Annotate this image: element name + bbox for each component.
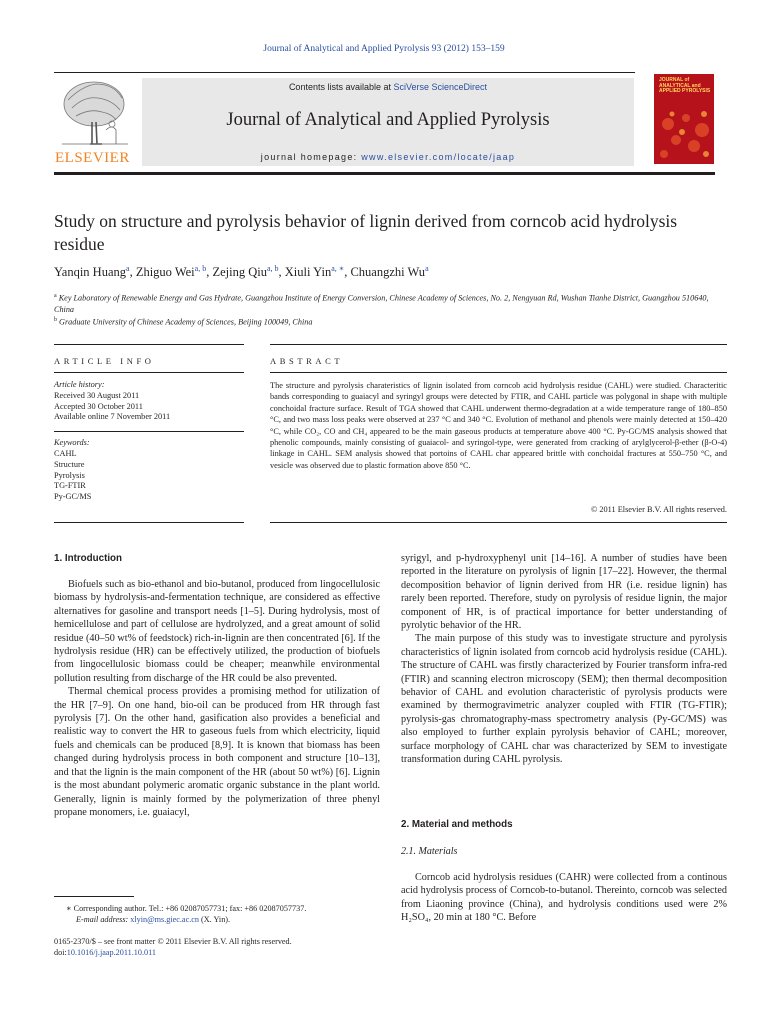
abstract-text: The structure and pyrolysis charateristics of lignin isolated from corncob acid hydrolysis residue (CAHL) were studied. Characteritic bands corresponding to guaiacyl and syringyl groups were detected by FTIR, and CAHL particle was polygonal in shape with multiple conchoidal fracture surface. Result of TGA showed that CAHL underwent thermo-degradation at a wide temperature range of 180–850 °C, and two mass loss peaks were observed at 237 °C and 340 °C. Evolution of methanol and phenols were mainly detected at 150–420 °C, while CO₂, CO and CH₄ appeared to be the main gaseous products at temperature above 400 °C. Py-GC/MS analysis showed that phenolic compounds, mainly consisting of guaiacol- and syringol-type, were generated from cracking of arylglycerol-β-ether (β-O-4) linkage in CAHL. SEM analysis showed that portoins of CAHL char appeared brittle with conchoidal fractures at 550–750 °C, and vesicle was observed due to plastic formation above 850 °C. bbox=[270, 381, 727, 470]
abstract-rule-top bbox=[270, 344, 727, 345]
materials-paragraph: Corncob acid hydrolysis residues (CAHR) were collected from a continous acid hydrolysis process of Corncob-to-butanol. Thereinto, corncob was selected from Liaoning province (China), and hydrolysis conditions used were 2% H₂SO₄, 20 min at 180 °C. Before bbox=[401, 872, 727, 924]
homepage-url-link[interactable]: www.elsevier.com/locate/jaap bbox=[361, 152, 516, 162]
header-bottom-rule bbox=[54, 172, 715, 175]
issn-line: 0165-2370/$ – see front matter © 2011 Elsevier B.V. All rights reserved. bbox=[54, 937, 292, 946]
sciverse-link[interactable]: SciVerse ScienceDirect bbox=[393, 82, 488, 92]
homepage-prefix: journal homepage: bbox=[260, 152, 362, 162]
tree-logo-icon bbox=[54, 78, 136, 150]
materials-text bbox=[401, 871, 727, 925]
contents-prefix: Contents lists available at bbox=[288, 82, 394, 92]
intro-paragraph: Biofuels such as bio-ethanol and bio-butanol, produced from lingocellulosic biomass by hydrolysis-and-fermentation technique, are considered as effective alternatives for gasoline and transport needs [1–5]. During hydrolysis, most of hemicellulose and part of cellulose are hydrolyzed, and a great amount of solid residue (40–50 wt% of feedstock) rich-in-lignin are then concentrated [6]. If the hydrolysis residue (HR) can be effectively utilized, the production of biofuels from lingocellulosic biomass could be cheaper; meanwhile environmental pollution resulting from discharge of the HR could be also prevented. bbox=[54, 579, 380, 684]
keyword-item: Structure bbox=[54, 459, 85, 469]
info-rule-mid bbox=[54, 372, 244, 373]
publisher-wordmark: ELSEVIER bbox=[55, 150, 130, 166]
info-rule-bottom bbox=[54, 522, 244, 523]
author-affiliation-mark[interactable]: a, b bbox=[266, 263, 279, 273]
email-label: E-mail address: bbox=[76, 915, 131, 924]
keyword-item: CAHL bbox=[54, 448, 77, 458]
article-info-block bbox=[54, 380, 244, 503]
affiliation-mark: b bbox=[54, 316, 57, 323]
intro-paragraph: The main purpose of this study was to investigate structure and pyrolysis characteristics of lignin isolated from corncob acid hydrolysis residue (CAHL). The structure of CAHL was firstly characterized by Fourier transform infra-red (FTIR) and scanning electron microscopy (SEM); then thermal decomposition behavior of CAHL and evolution characteristic of pyrolysis products were examined by thermogravimetric analyzer coupled with FTIR (TG-FTIR); pyrolysis-gas chromatography-mass spectrometry analysis (Py-GC/MS) was also employed to further explain pyrolysis behavior of CAHL; moreover, surface morphology of CAHL char was characterized by SEM to investigate transformation during CAHL pyrolysis. bbox=[401, 633, 727, 766]
info-rule-top bbox=[54, 344, 244, 345]
keyword-item: Pyrolysis bbox=[54, 470, 85, 480]
abstract-copyright: © 2011 Elsevier B.V. All rights reserved. bbox=[590, 505, 727, 514]
affiliation-mark: a bbox=[54, 293, 57, 299]
affiliation-text: Key Laboratory of Renewable Energy and Gas Hydrate, Guangzhou Institute of Energy Conversion, Chinese Academy of Sciences, No. 2, Nengyuan Rd, Wushan Tianhe District, Guangzhou 510640, China bbox=[54, 293, 709, 314]
affiliation-item bbox=[54, 315, 726, 328]
cover-pattern-icon bbox=[654, 74, 714, 164]
history-item: Available online 7 November 2011 bbox=[54, 412, 171, 422]
author-name[interactable]: Zhiguo Wei bbox=[135, 265, 195, 279]
author-affiliation-mark[interactable]: a bbox=[126, 263, 130, 273]
author-affiliation-mark[interactable]: a bbox=[425, 263, 429, 273]
right-column-text bbox=[401, 552, 727, 767]
intro-paragraph-cont: syrigyl, and p-hydroxyphenyl unit [14–16]. A number of studies have been reported in the literature on pyrolysis of lignin [17–22]. However, the thermal decomposition behavior of lignin derived from HR (i.e. residue lignin) has rarely been reported. Therefore, study on pyrolysis of residue lignin, the major component of HR, is of practical importance for better understanding of pyrolytic behavior of the HR. bbox=[401, 553, 727, 632]
materials-heading: 2.1. Materials bbox=[401, 846, 458, 857]
author-name[interactable]: Xiuli Yin bbox=[284, 265, 332, 279]
homepage-line bbox=[142, 152, 634, 162]
author-list: Yanqin Huang$^a$, Zhiguo Wei$^{a, b}$, Zejing Qiu$^{a, b}$, Xiuli Yin$^{a, ∗}$, Chuangzhi Wu$^a$ bbox=[54, 263, 429, 279]
journal-reference-link[interactable]: Journal of Analytical and Applied Pyrolysis 93 (2012) 153–159 bbox=[263, 44, 505, 54]
keyword-item: TG-FTIR bbox=[54, 481, 86, 491]
author-name[interactable]: Zejing Qiu bbox=[212, 265, 267, 279]
author-name[interactable]: Chuangzhi Wu bbox=[350, 265, 426, 279]
info-rule-keywords bbox=[54, 431, 244, 432]
affiliation-item bbox=[54, 291, 726, 315]
history-item: Accepted 30 October 2011 bbox=[54, 401, 143, 411]
keywords-label: Keywords: bbox=[54, 438, 90, 448]
history-item: Received 30 August 2011 bbox=[54, 390, 140, 400]
abstract-heading: ABSTRACT bbox=[270, 356, 344, 366]
author-name[interactable]: Yanqin Huang bbox=[54, 265, 126, 279]
history-label: Article history: bbox=[54, 380, 105, 389]
methods-heading: 2. Material and methods bbox=[401, 819, 513, 830]
abstract-rule-mid bbox=[270, 372, 727, 373]
keyword-item: Py-GC/MS bbox=[54, 492, 92, 502]
abstract-rule-bottom bbox=[270, 522, 727, 523]
article-title: Study on structure and pyrolysis behavior of lignin derived from corncob acid hydrolysis residue bbox=[54, 211, 678, 254]
header-top-rule bbox=[54, 72, 635, 73]
affiliation-text: Graduate University of Chinese Academy of Sciences, Beijing 100049, China bbox=[59, 317, 313, 327]
cover-title: JOURNAL of ANALYTICAL and APPLIED PYROLYSIS bbox=[659, 77, 711, 94]
journal-cover-thumbnail[interactable] bbox=[654, 74, 714, 164]
issn-footnote bbox=[54, 936, 394, 958]
doi-prefix: doi: bbox=[54, 948, 67, 957]
corresponding-author-note: ∗ Corresponding author. Tel.: +86 02087057731; fax: +86 02087057737. bbox=[66, 904, 307, 913]
left-column-text bbox=[54, 578, 380, 819]
author-affiliation-mark[interactable]: a, ∗ bbox=[331, 263, 345, 273]
doi-link[interactable]: 10.1016/j.jaap.2011.10.011 bbox=[66, 948, 156, 957]
affiliations bbox=[54, 291, 726, 327]
email-link[interactable]: xlyin@ms.giec.ac.cn bbox=[130, 915, 199, 924]
footnote-rule bbox=[54, 896, 134, 897]
journal-title: Journal of Analytical and Applied Pyrolysis bbox=[226, 110, 550, 130]
intro-paragraph: Thermal chemical process provides a promising method for utilization of the HR [7–9]. On one hand, bio-oil can be produced from HR through fast pyrolysis [7]. On the other hand, gasification also provides a beneficial and realistic way to convert the HR to gaseous fuels from which electricity, liquid fuels and chemicals can be produced [8,9]. It is known that biomass has been changed during hydrolysis process in both component and structure [10–13], and that the lignin is the main component of the HR (about 50 wt%) [6]. Lignin is the most abundant polymeric aromatic organic substance in the plant world. Generally, lignin is mainly formed by the polymerization of three phenyl propane monomers, i.e. guaiacyl, bbox=[54, 686, 380, 818]
author-affiliation-mark[interactable]: a, b bbox=[194, 263, 207, 273]
intro-heading: 1. Introduction bbox=[54, 553, 123, 564]
corresponding-footnote bbox=[66, 903, 386, 925]
contents-line bbox=[142, 82, 634, 92]
article-info-heading: ARTICLE INFO bbox=[54, 356, 155, 366]
email-suffix: (X. Yin). bbox=[198, 915, 231, 924]
